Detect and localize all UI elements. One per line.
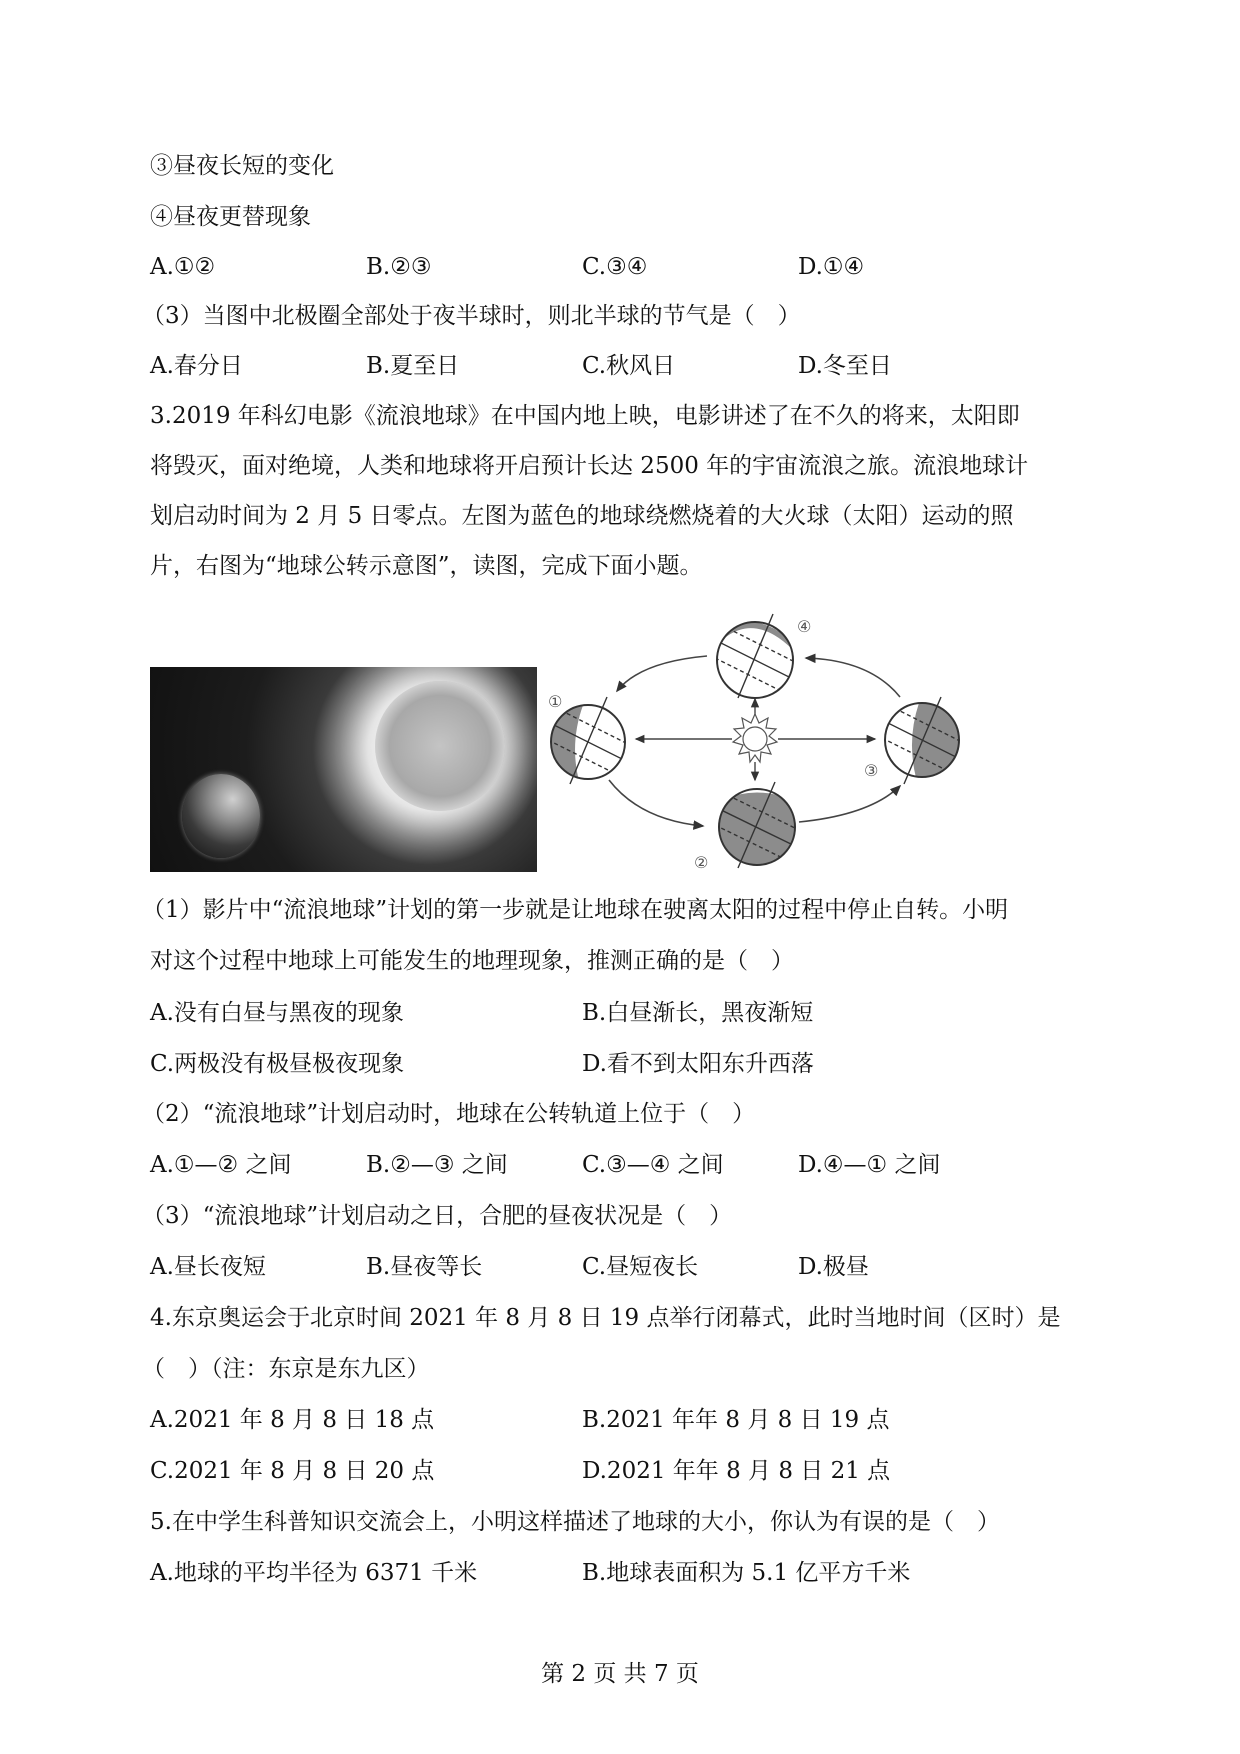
sun-image bbox=[375, 681, 505, 811]
question-3-2: （2）“流浪地球”计划启动时，地球在公转轨道上位于（ ） bbox=[142, 1101, 756, 1127]
earth-revolution-diagram bbox=[540, 600, 970, 880]
option-d: D.冬至日 bbox=[798, 353, 892, 379]
option-a: A.地球的平均半径为 6371 千米 bbox=[150, 1560, 478, 1586]
label-2: ② bbox=[694, 853, 709, 872]
option-a: A.①—② 之间 bbox=[150, 1152, 292, 1178]
option-c: C.2021 年 8 月 8 日 20 点 bbox=[150, 1458, 435, 1484]
label-1: ① bbox=[548, 692, 563, 711]
option-a: A.昼长夜短 bbox=[150, 1254, 266, 1280]
option-d: D.2021 年年 8 月 8 日 21 点 bbox=[582, 1458, 891, 1484]
label-4: ④ bbox=[797, 617, 812, 636]
question-3-stem-line-4: 片，右图为“地球公转示意图”，读图，完成下面小题。 bbox=[150, 553, 703, 579]
option-c: C.③—④ 之间 bbox=[582, 1152, 724, 1178]
question-3-stem-line-1: 3.2019 年科幻电影《流浪地球》在中国内地上映，电影讲述了在不久的将来，太阳即 bbox=[150, 403, 1020, 429]
option-d: D.①④ bbox=[798, 254, 865, 280]
question-4-stem-line-1: 4.东京奥运会于北京时间 2021 年 8 月 8 日 19 点举行闭幕式，此时当地时间（区时）是 bbox=[150, 1305, 1061, 1331]
question-3-stem-line-2: 将毁灭，面对绝境，人类和地球将开启预计长达 2500 年的宇宙流浪之旅。流浪地球计 bbox=[150, 453, 1029, 479]
option-d: D.看不到太阳东升西落 bbox=[582, 1051, 814, 1077]
page-indicator: 第 2 页 共 7 页 bbox=[541, 1661, 699, 1687]
globe-position-2 bbox=[715, 782, 797, 868]
option-b: B.夏至日 bbox=[366, 353, 460, 379]
option-b: B.②—③ 之间 bbox=[366, 1152, 508, 1178]
option-b: B.地球表面积为 5.1 亿平方千米 bbox=[582, 1560, 911, 1586]
statement-3: ③昼夜长短的变化 bbox=[150, 153, 334, 179]
option-b: B.昼夜等长 bbox=[366, 1254, 483, 1280]
question-5-stem: 5.在中学生科普知识交流会上，小明这样描述了地球的大小，你认为有误的是（ ） bbox=[150, 1509, 1000, 1535]
label-3: ③ bbox=[864, 761, 879, 780]
option-a: A.2021 年 8 月 8 日 18 点 bbox=[150, 1407, 435, 1433]
option-a: A.没有白昼与黑夜的现象 bbox=[150, 1000, 404, 1026]
globe-position-4 bbox=[715, 614, 795, 698]
option-b: B.2021 年年 8 月 8 日 19 点 bbox=[582, 1407, 890, 1433]
option-d: D.极昼 bbox=[798, 1254, 869, 1280]
question-3-3: （3）“流浪地球”计划启动之日，合肥的昼夜状况是（ ） bbox=[142, 1203, 733, 1229]
earth-and-sun-photo bbox=[150, 667, 537, 872]
option-a: A.①② bbox=[150, 254, 216, 280]
question-4-stem-line-2: （ ）（注：东京是东九区） bbox=[142, 1356, 430, 1382]
statement-4: ④昼夜更替现象 bbox=[150, 204, 311, 230]
option-c: C.③④ bbox=[582, 254, 648, 280]
question-3-1-line-1: （1）影片中“流浪地球”计划的第一步就是让地球在驶离太阳的过程中停止自转。小明 bbox=[142, 897, 1009, 923]
option-c: C.秋风日 bbox=[582, 353, 676, 379]
sun-icon bbox=[733, 714, 777, 762]
globe-position-3 bbox=[882, 697, 962, 785]
question-3-1-line-2: 对这个过程中地球上可能发生的地理现象，推测正确的是（ ） bbox=[150, 948, 794, 974]
earth-image bbox=[182, 774, 260, 858]
option-c: C.两极没有极昼极夜现象 bbox=[150, 1051, 405, 1077]
option-c: C.昼短夜长 bbox=[582, 1254, 699, 1280]
option-b: B.②③ bbox=[366, 254, 432, 280]
option-d: D.④—① 之间 bbox=[798, 1152, 941, 1178]
question-3-stem-line-3: 划启动时间为 2 月 5 日零点。左图为蓝色的地球绕燃烧着的大火球（太阳）运动的照 bbox=[150, 503, 1014, 529]
option-a: A.春分日 bbox=[150, 353, 243, 379]
option-b: B.白昼渐长，黑夜渐短 bbox=[582, 1000, 814, 1026]
question-2-3: （3）当图中北极圈全部处于夜半球时，则北半球的节气是（ ） bbox=[142, 303, 801, 329]
